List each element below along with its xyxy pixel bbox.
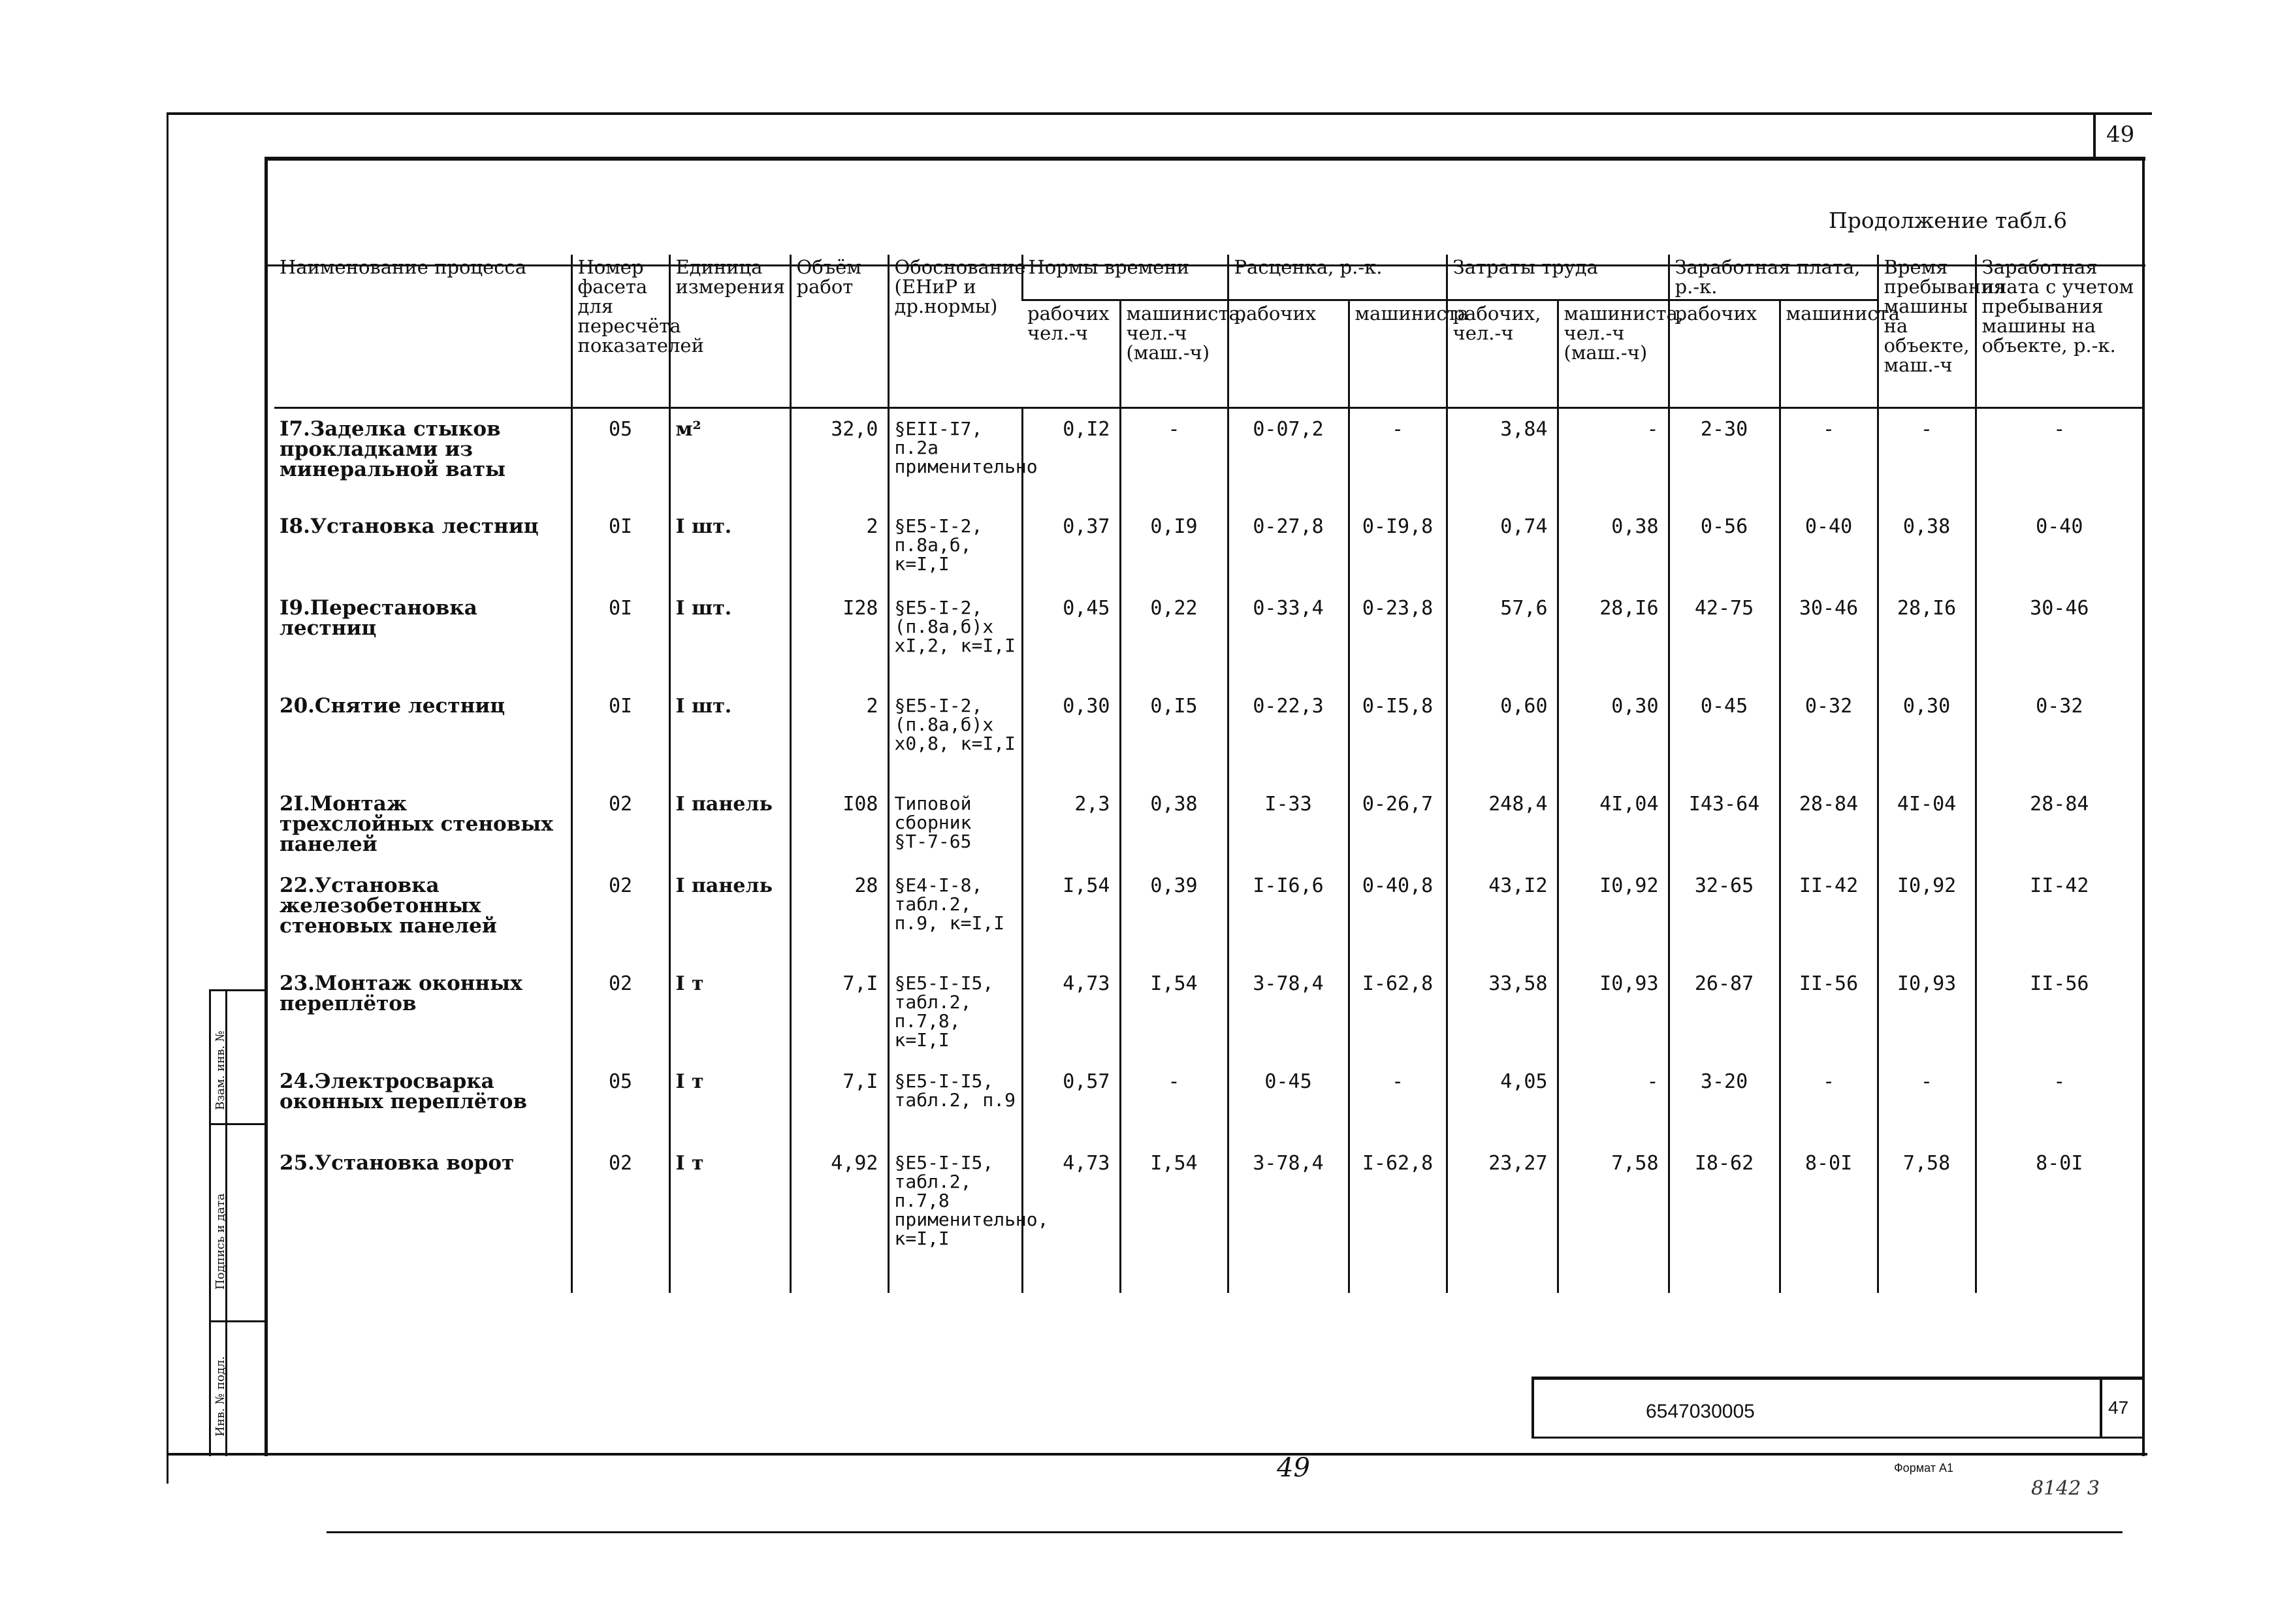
- cell-time-operator: -: [1120, 1061, 1228, 1143]
- cell-wage-total: 0-32: [1976, 686, 2142, 784]
- cell-rate-operator: -: [1349, 1061, 1447, 1143]
- page-number-top: 49: [2106, 121, 2135, 148]
- document-code: 6547030005: [1646, 1401, 1755, 1422]
- cell-wage-workers: I43-64: [1669, 784, 1780, 865]
- col-header-facet: Номер фасета для пересчёта показателей: [571, 255, 669, 408]
- stamp-top-rule: [1531, 1377, 2142, 1380]
- cell-wage-workers: 0-56: [1669, 506, 1780, 588]
- cell-rate-operator: 0-26,7: [1349, 784, 1447, 865]
- cell-volume: I28: [790, 588, 888, 686]
- cell-volume: 2: [790, 506, 888, 588]
- col-header-labor-workers: рабочих, чел.-ч: [1447, 300, 1558, 408]
- cell-time-operator: 0,I5: [1120, 686, 1228, 784]
- cell-labor-workers: 33,58: [1447, 963, 1558, 1061]
- frame-left-outer-rule: [167, 112, 168, 1484]
- cell-unit: I панель: [669, 784, 790, 865]
- cell-unit: I шт.: [669, 686, 790, 784]
- norms-table-area: [274, 255, 2142, 1313]
- cell-rate-operator: 0-I9,8: [1349, 506, 1447, 588]
- cell-labor-workers: 0,74: [1447, 506, 1558, 588]
- col-header-wage: Заработная плата, р.-к.: [1669, 255, 1878, 300]
- col-header-labor: Затраты труда: [1447, 255, 1669, 300]
- stamp-left-rule: [1531, 1377, 1534, 1439]
- cell-labor-operator: 28,I6: [1558, 588, 1669, 686]
- col-header-volume: Объём работ: [790, 255, 888, 408]
- cell-labor-operator: 0,38: [1558, 506, 1669, 588]
- cell-justification: Типовой сборник §Т-7-65: [888, 784, 1022, 865]
- cell-name: I7.Заделка стыков прокладками из минеральной ваты: [280, 417, 506, 481]
- col-header-wage-total: Заработная плата с учетом пребывания машины на объекте, р.-к.: [1976, 255, 2142, 408]
- cell-wage-workers: 2-30: [1669, 408, 1780, 506]
- cell-machine-time: 28,I6: [1878, 588, 1976, 686]
- frame-right-rule: [2142, 157, 2145, 1456]
- cell-time-operator: I,54: [1120, 1143, 1228, 1293]
- cell-wage-workers: 3-20: [1669, 1061, 1780, 1143]
- cell-wage-total: -: [1976, 1061, 2142, 1143]
- cell-wage-operator: 0-40: [1780, 506, 1878, 588]
- col-header-time-operator: машиниста, чел.-ч (маш.-ч): [1120, 300, 1228, 408]
- cell-justification: §Е5-I-I5, табл.2, п.7,8, к=I,I: [888, 963, 1022, 1061]
- header-row-1: [274, 255, 2142, 300]
- cell-unit: I шт.: [669, 588, 790, 686]
- cell-wage-workers: 42-75: [1669, 588, 1780, 686]
- col-header-rate-operator: машиниста: [1349, 300, 1447, 408]
- col-header-unit: Единица измерения: [669, 255, 790, 408]
- table-caption: Продолжение табл.6: [1829, 208, 2068, 233]
- table-row: [274, 1061, 2142, 1143]
- cell-wage-operator: -: [1780, 1061, 1878, 1143]
- col-header-wage-workers: рабочих: [1669, 300, 1780, 408]
- side-label-inv-orig: Инв. № подл.: [214, 1356, 227, 1437]
- format-label: Формат А1: [1894, 1461, 1953, 1474]
- cell-unit: I шт.: [669, 506, 790, 588]
- cell-wage-workers: I8-62: [1669, 1143, 1780, 1293]
- cell-facet: 0I: [571, 588, 669, 686]
- cell-wage-operator: -: [1780, 408, 1878, 506]
- cell-rate-workers: 0-45: [1228, 1061, 1349, 1143]
- cell-labor-workers: 3,84: [1447, 408, 1558, 506]
- side-box-top: [209, 989, 266, 991]
- cell-facet: 0I: [571, 506, 669, 588]
- cell-rate-workers: I-I6,6: [1228, 865, 1349, 963]
- cell-time-operator: -: [1120, 408, 1228, 506]
- cell-machine-time: 0,38: [1878, 506, 1976, 588]
- col-header-time-norms: Нормы времени: [1022, 255, 1228, 300]
- cell-time-workers: 4,73: [1022, 1143, 1120, 1293]
- side-box-sep-2: [209, 1320, 266, 1322]
- table-row: [274, 506, 2142, 588]
- table-row: [274, 784, 2142, 865]
- col-header-name: Наименование процесса: [274, 255, 571, 408]
- cell-name: 23.Монтаж оконных переплётов: [280, 971, 522, 1015]
- side-box-sep-1: [209, 1123, 266, 1125]
- cell-name: 20.Снятие лестниц: [280, 693, 505, 718]
- stamp-bottom-rule: [1531, 1437, 2142, 1439]
- cell-time-workers: I,54: [1022, 865, 1120, 963]
- cell-facet: 02: [571, 865, 669, 963]
- cell-wage-operator: II-56: [1780, 963, 1878, 1061]
- col-header-labor-operator: машиниста, чел.-ч (маш.-ч): [1558, 300, 1669, 408]
- cell-unit: I т: [669, 1061, 790, 1143]
- col-header-machine-time: Время пребывания машины на объекте, маш.-ч: [1878, 255, 1976, 408]
- cell-time-operator: 0,38: [1120, 784, 1228, 865]
- cell-rate-workers: 3-78,4: [1228, 1143, 1349, 1293]
- page-number-divider: [2093, 112, 2096, 158]
- cell-rate-workers: I-33: [1228, 784, 1349, 865]
- cell-wage-operator: II-42: [1780, 865, 1878, 963]
- cell-wage-operator: 8-0I: [1780, 1143, 1878, 1293]
- cell-facet: 05: [571, 1061, 669, 1143]
- cell-wage-workers: 0-45: [1669, 686, 1780, 784]
- col-header-rate: Расценка, р.-к.: [1228, 255, 1447, 300]
- cell-labor-operator: 4I,04: [1558, 784, 1669, 865]
- cell-facet: 05: [571, 408, 669, 506]
- cell-machine-time: I0,92: [1878, 865, 1976, 963]
- cell-unit: м²: [669, 408, 790, 506]
- cell-time-operator: 0,22: [1120, 588, 1228, 686]
- cell-rate-operator: 0-23,8: [1349, 588, 1447, 686]
- frame-bottom-rule: [168, 1453, 2147, 1456]
- cell-labor-operator: -: [1558, 1061, 1669, 1143]
- cell-facet: 0I: [571, 686, 669, 784]
- cell-wage-total: 0-40: [1976, 506, 2142, 588]
- cell-labor-workers: 4,05: [1447, 1061, 1558, 1143]
- cell-labor-workers: 23,27: [1447, 1143, 1558, 1293]
- cell-machine-time: 0,30: [1878, 686, 1976, 784]
- cell-justification: §Е5-I-2, п.8а,б, к=I,I: [888, 506, 1022, 588]
- cell-volume: 4,92: [790, 1143, 888, 1293]
- cell-facet: 02: [571, 963, 669, 1061]
- cell-machine-time: -: [1878, 1061, 1976, 1143]
- cell-wage-total: 30-46: [1976, 588, 2142, 686]
- cell-facet: 02: [571, 1143, 669, 1293]
- cell-unit: I т: [669, 963, 790, 1061]
- cell-rate-workers: 3-78,4: [1228, 963, 1349, 1061]
- cell-time-workers: 2,3: [1022, 784, 1120, 865]
- col-header-wage-operator: машиниста: [1780, 300, 1878, 408]
- cell-volume: 7,I: [790, 1061, 888, 1143]
- cell-time-workers: 0,57: [1022, 1061, 1120, 1143]
- cell-labor-workers: 248,4: [1447, 784, 1558, 865]
- cell-labor-operator: 7,58: [1558, 1143, 1669, 1293]
- stamp-divider-rule: [2100, 1377, 2102, 1439]
- cell-rate-workers: 0-27,8: [1228, 506, 1349, 588]
- cell-rate-operator: -: [1349, 408, 1447, 506]
- col-header-justification: Обоснование (ЕНиР и др.нормы): [888, 255, 1022, 408]
- cell-name: 25.Установка ворот: [280, 1151, 515, 1175]
- cell-machine-time: 7,58: [1878, 1143, 1976, 1293]
- cell-volume: I08: [790, 784, 888, 865]
- cell-justification: §Е5-I-I5, табл.2, п.7,8 применительно, к=I,I: [888, 1143, 1022, 1293]
- cell-rate-workers: 0-33,4: [1228, 588, 1349, 686]
- cell-justification: §Е5-I-2, (п.8а,б)х х0,8, к=I,I: [888, 686, 1022, 784]
- cell-rate-operator: 0-40,8: [1349, 865, 1447, 963]
- cell-unit: I панель: [669, 865, 790, 963]
- table-row: [274, 686, 2142, 784]
- cell-name: I9.Перестановка лестниц: [280, 596, 477, 640]
- cell-labor-workers: 0,60: [1447, 686, 1558, 784]
- col-header-rate-workers: рабочих: [1228, 300, 1349, 408]
- cell-wage-workers: 32-65: [1669, 865, 1780, 963]
- side-box-left: [209, 989, 211, 1456]
- cell-time-workers: 0,30: [1022, 686, 1120, 784]
- side-label-inv-dup: Взам. инв. №: [214, 1030, 227, 1110]
- sheet-number: 47: [2108, 1397, 2129, 1418]
- cell-labor-operator: -: [1558, 408, 1669, 506]
- side-label-sign-date: Подпись и дата: [214, 1193, 227, 1290]
- cell-time-workers: 0,37: [1022, 506, 1120, 588]
- cell-time-workers: 0,I2: [1022, 408, 1120, 506]
- cell-rate-operator: 0-I5,8: [1349, 686, 1447, 784]
- cell-wage-operator: 28-84: [1780, 784, 1878, 865]
- norms-table: [274, 255, 2142, 1293]
- cell-justification: §ЕII-I7, п.2а применительно: [888, 408, 1022, 506]
- cell-time-operator: I,54: [1120, 963, 1228, 1061]
- cell-labor-operator: 0,30: [1558, 686, 1669, 784]
- cell-labor-workers: 57,6: [1447, 588, 1558, 686]
- cell-machine-time: I0,93: [1878, 963, 1976, 1061]
- cell-rate-workers: 0-07,2: [1228, 408, 1349, 506]
- cell-time-workers: 0,45: [1022, 588, 1120, 686]
- frame-left-inner-rule: [265, 157, 268, 1456]
- cell-labor-operator: I0,92: [1558, 865, 1669, 963]
- frame-bottom-outer-rule: [327, 1531, 2123, 1533]
- cell-wage-total: 28-84: [1976, 784, 2142, 865]
- cell-justification: §Е4-I-8, табл.2, п.9, к=I,I: [888, 865, 1022, 963]
- cell-rate-operator: I-62,8: [1349, 1143, 1447, 1293]
- cell-labor-workers: 43,I2: [1447, 865, 1558, 963]
- cell-volume: 7,I: [790, 963, 888, 1061]
- cell-wage-total: II-56: [1976, 963, 2142, 1061]
- frame-top-rule-inner: [265, 157, 2145, 161]
- table-row: [274, 588, 2142, 686]
- cell-name: 2I.Монтаж трехслойных стеновых панелей: [280, 791, 553, 856]
- col-header-time-workers: рабочих чел.-ч: [1022, 300, 1120, 408]
- cell-time-workers: 4,73: [1022, 963, 1120, 1061]
- table-row: [274, 963, 2142, 1061]
- cell-volume: 32,0: [790, 408, 888, 506]
- cell-wage-workers: 26-87: [1669, 963, 1780, 1061]
- frame-top-rule: [167, 112, 2152, 115]
- cell-unit: I т: [669, 1143, 790, 1293]
- cell-name: I8.Установка лестниц: [280, 514, 539, 538]
- cell-volume: 28: [790, 865, 888, 963]
- cell-time-operator: 0,I9: [1120, 506, 1228, 588]
- cell-wage-total: II-42: [1976, 865, 2142, 963]
- cell-wage-total: 8-0I: [1976, 1143, 2142, 1293]
- cell-wage-total: -: [1976, 408, 2142, 506]
- cell-facet: 02: [571, 784, 669, 865]
- cell-machine-time: 4I-04: [1878, 784, 1976, 865]
- cell-labor-operator: I0,93: [1558, 963, 1669, 1061]
- cell-rate-operator: I-62,8: [1349, 963, 1447, 1061]
- cell-wage-operator: 30-46: [1780, 588, 1878, 686]
- cell-time-operator: 0,39: [1120, 865, 1228, 963]
- cell-justification: §Е5-I-2, (п.8а,б)х хI,2, к=I,I: [888, 588, 1022, 686]
- cell-wage-operator: 0-32: [1780, 686, 1878, 784]
- cell-name: 24.Электросварка оконных переплётов: [280, 1069, 527, 1113]
- handwritten-mark: 8142 3: [2031, 1477, 2100, 1500]
- table-row: [274, 1143, 2142, 1293]
- cell-volume: 2: [790, 686, 888, 784]
- table-row: [274, 865, 2142, 963]
- cell-machine-time: -: [1878, 408, 1976, 506]
- cell-justification: §Е5-I-I5, табл.2, п.9: [888, 1061, 1022, 1143]
- cell-name: 22.Установка железобетонных стеновых панелей: [280, 873, 497, 938]
- page-number-bottom: 49: [1277, 1453, 1310, 1483]
- table-row: [274, 408, 2142, 506]
- cell-rate-workers: 0-22,3: [1228, 686, 1349, 784]
